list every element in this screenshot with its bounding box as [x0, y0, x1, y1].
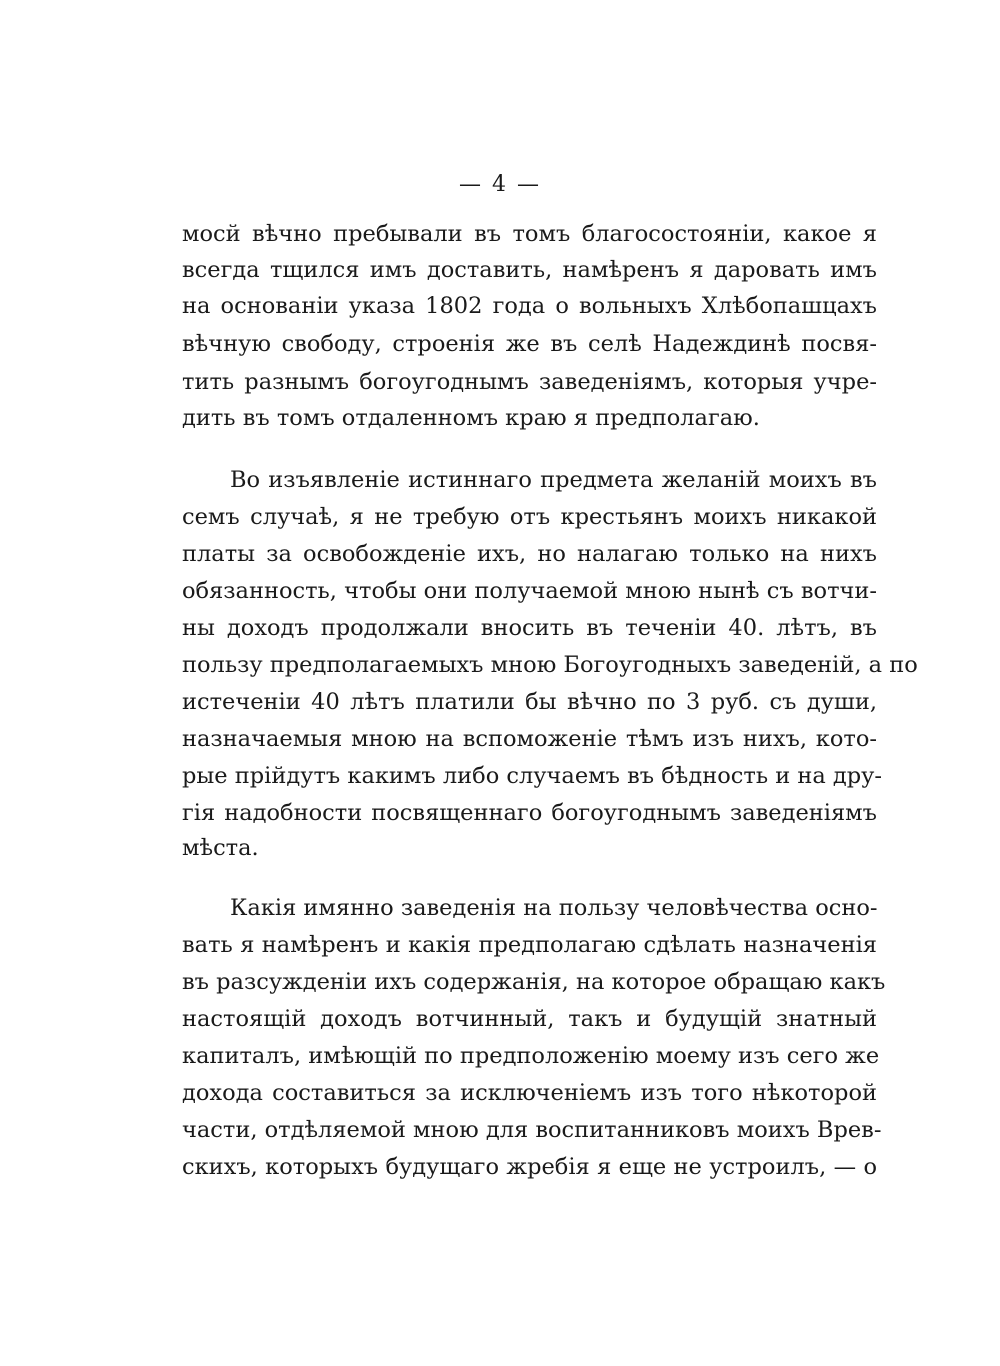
text-line: назначаемыя мною на вспоможеніе тѣмъ изъ нихъ, кото- [182, 726, 877, 752]
text-line: Какія имянно заведенія на пользу человѣчества осно- [230, 895, 878, 921]
text-line: вѣчную свободу, строенія же въ селѣ Надеждинѣ посвя- [182, 331, 877, 357]
text-line: семъ случаѣ, я не требую отъ крестьянъ моихъ никакой [182, 504, 877, 530]
text-line: скихъ, которыхъ будущаго жребія я еще не устроилъ, — о [182, 1154, 877, 1180]
text-line: всегда тщился имъ доставить, намѣренъ я даровать имъ [182, 257, 877, 283]
text-line: платы за освобожденіе ихъ, но налагаю только на нихъ [182, 541, 877, 567]
text-line: Во изъявленіе истиннаго предмета желаній моихъ въ [230, 467, 877, 493]
text-line: дить въ томъ отдаленномъ краю я предполагаю. [182, 405, 760, 431]
text-line: настоящій доходъ вотчинный, такъ и будущій знатный [182, 1006, 877, 1032]
text-line: истеченіи 40 лѣтъ платили бы вѣчно по 3 руб. съ души, [182, 689, 877, 715]
text-line: дохода составиться за исключеніемъ изъ того нѣкоторой [182, 1080, 877, 1106]
text-line: гія надобности посвященнаго богоугоднымъ заведеніямъ [182, 800, 877, 826]
text-line: вать я намѣренъ и какія предполагаю сдѣлать назначенія [182, 932, 877, 958]
text-line: рые прійдутъ какимъ либо случаемъ въ бѣдность и на дру- [182, 763, 883, 789]
text-line: мѣста. [182, 835, 259, 861]
text-line: на основаніи указа 1802 года о вольныхъ Хлѣбопашцахъ [182, 293, 877, 319]
page-number: — 4 — [459, 172, 541, 197]
text-line: обязанность, чтобы они получаемой мною нынѣ съ вотчи- [182, 578, 877, 604]
text-line: пользу предполагаемыхъ мною Богоугодныхъ заведеній, а по [182, 652, 918, 678]
text-line: въ разсужденіи ихъ содержанія, на которое обращаю какъ [182, 969, 886, 995]
text-line: ны доходъ продолжали вносить въ теченіи 40. лѣтъ, въ [182, 615, 877, 641]
text-line: тить разнымъ богоугоднымъ заведеніямъ, которыя учре- [182, 369, 877, 395]
text-line: части, отдѣляемой мною для воспитанниковъ моихъ Врев- [182, 1117, 882, 1143]
text-line: капиталъ, имѣющій по предположенію моему изъ сего же [182, 1043, 880, 1069]
text-line: мосй вѣчно пребывали въ томъ благосостояніи, какое я [182, 221, 877, 247]
